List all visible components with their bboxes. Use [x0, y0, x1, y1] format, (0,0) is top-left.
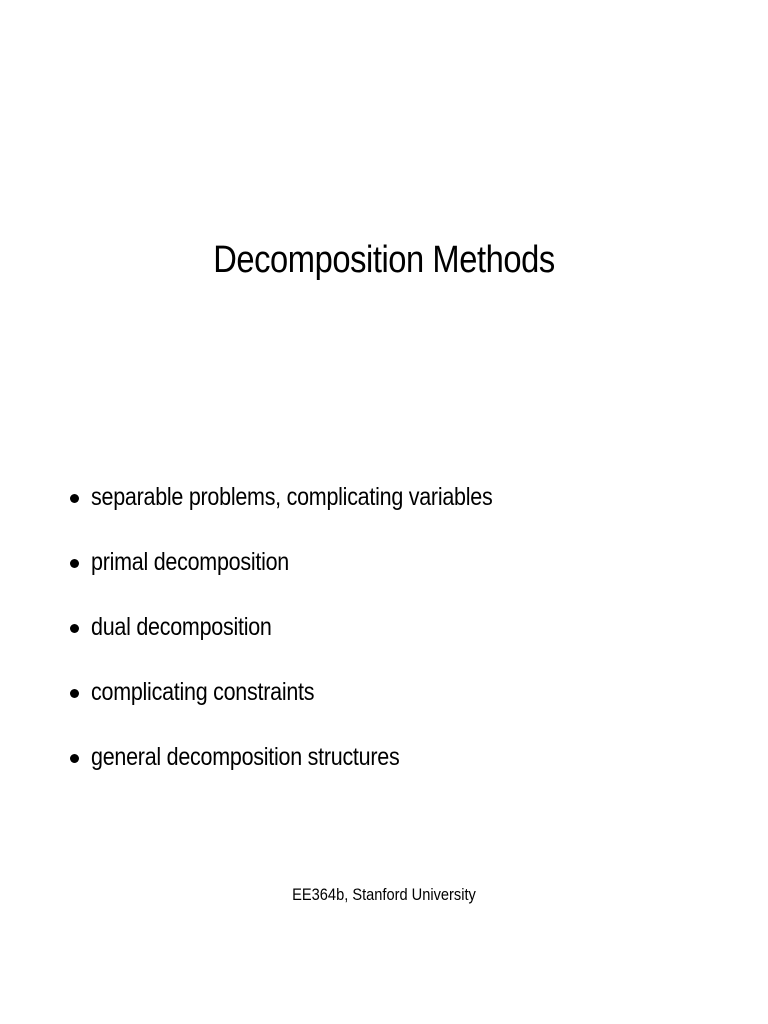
- bullet-text: primal decomposition: [91, 547, 289, 576]
- bullet-text: separable problems, complicating variables: [91, 482, 493, 511]
- bullet-dot-icon: [70, 689, 79, 698]
- bullet-dot-icon: [70, 494, 79, 503]
- bullet-text: dual decomposition: [91, 612, 272, 641]
- list-item: [70, 529, 558, 594]
- slide-footer: EE364b, Stanford University: [292, 885, 476, 904]
- list-item: [70, 659, 558, 724]
- bullet-text: complicating constraints: [91, 677, 315, 706]
- slide-title: Decomposition Methods: [213, 239, 555, 281]
- list-item: [70, 464, 558, 529]
- bullet-dot-icon: [70, 624, 79, 633]
- bullet-list: [70, 464, 558, 789]
- bullet-text: general decomposition structures: [91, 742, 400, 771]
- bullet-dot-icon: [70, 754, 79, 763]
- list-item: [70, 594, 558, 659]
- list-item: [70, 724, 558, 789]
- bullet-dot-icon: [70, 559, 79, 568]
